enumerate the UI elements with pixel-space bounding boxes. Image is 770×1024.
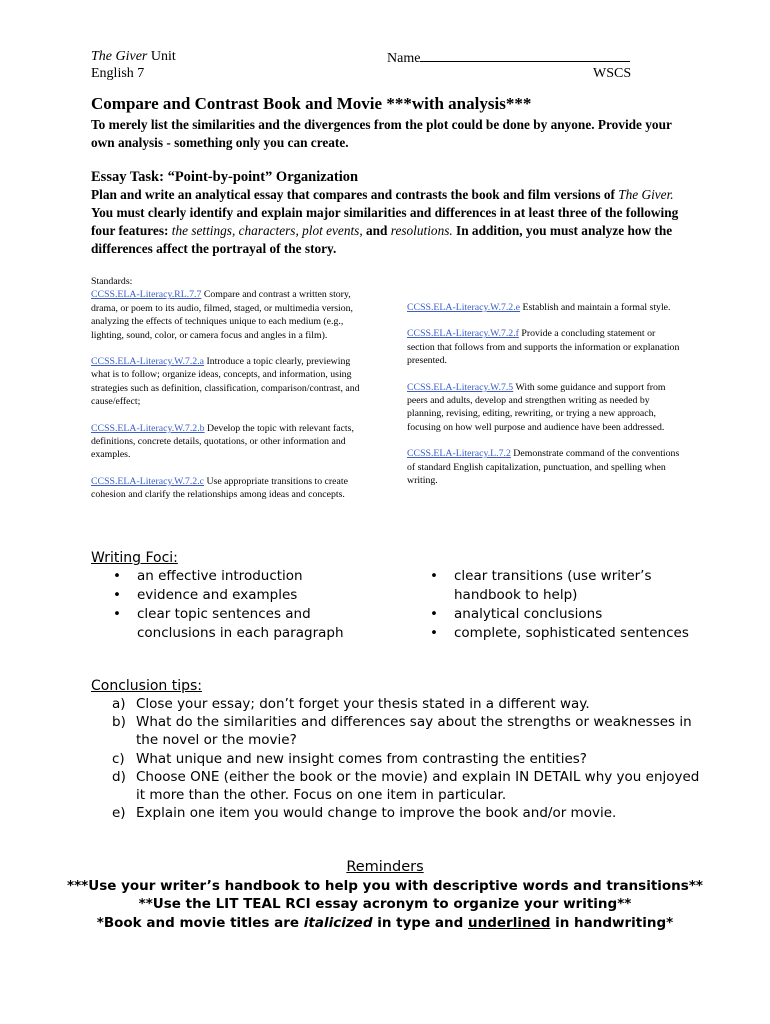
conclusion-tips-list <box>91 695 701 822</box>
task-text-2: You must clearly identify and explain major similarities and differences in at least three of the following four features: <box>91 205 679 238</box>
standards-left-column <box>91 275 366 502</box>
essay-task-heading: Essay Task: “Point-by-point” Organization <box>91 169 359 185</box>
standard-item: CCSS.ELA-Literacy.W.7.2.c Use appropriate transitions to create cohesion and clarify the relationships among ideas and concepts. <box>91 475 348 501</box>
standard-link[interactable]: CCSS.ELA-Literacy.W.7.2.b <box>91 422 205 434</box>
reminder-line: ***Use your writer’s handbook to help you with descriptive words and transitions** <box>67 877 703 894</box>
reminder-line: **Use the LIT TEAL RCI essay acronym to organize your writing** <box>138 896 632 912</box>
bullet-icon: • <box>113 606 121 622</box>
foci-right-list <box>408 567 708 643</box>
bullet-icon: • <box>430 625 438 641</box>
foci-left-list <box>91 567 391 643</box>
standard-link[interactable]: CCSS.ELA-Literacy.RL.7.7 <box>91 289 202 301</box>
standard-link[interactable]: CCSS.ELA-Literacy.W.7.5 <box>407 381 514 393</box>
list-item: • clear transitions (use writer’s handbook to help) <box>430 568 652 603</box>
standard-item: CCSS.ELA-Literacy.W.7.2.e Establish and maintain a formal style. <box>407 302 671 313</box>
standard-item: CCSS.ELA-Literacy.W.7.2.f Provide a concluding statement or section that follows from and supports the information or explanation presented. <box>407 328 680 367</box>
task-features: the settings, characters, plot events, <box>171 223 363 238</box>
school-label: WSCS <box>593 66 632 81</box>
bullet-icon: • <box>430 606 438 622</box>
standard-link[interactable]: CCSS.ELA-Literacy.W.7.2.e <box>407 302 521 313</box>
bullet-icon: • <box>113 587 121 603</box>
list-item: • evidence and examples <box>113 587 298 603</box>
list-item: d) Choose ONE (either the book or the movie) and explain IN DETAIL why you enjoyed it more than the other. Focus on one item in particular. <box>112 768 700 804</box>
name-blank-line <box>420 48 630 62</box>
intro-paragraph: To merely list the similarities and the divergences from the plot could be done by anyone. Provide your own analysis - something only you can create. <box>91 117 672 150</box>
standard-item: CCSS.ELA-Literacy.RL.7.7 Compare and contrast a written story, drama, or poem to its audio, filmed, staged, or multimedia version, analyzing the effects of techniques unique to each medium (e.g., lighting, sound, color, or camera focus and angles in a film). <box>91 289 354 341</box>
task-and: and <box>362 223 391 238</box>
reminders-heading: Reminders <box>346 859 424 875</box>
writing-foci-heading: Writing Foci: <box>91 550 178 566</box>
standard-item: CCSS.ELA-Literacy.W.7.2.b Develop the topic with relevant facts, definitions, concrete details, quotations, or other information and examples. <box>91 422 354 461</box>
task-text-1: Plan and write an analytical essay that compares and contrasts the book and film versions of <box>91 187 619 202</box>
standard-item: CCSS.ELA-Literacy.W.7.2.a Introduce a topic clearly, previewing what is to follow; organize ideas, concepts, and information, using strategies such as definition, classification, comparison/contrast, and cause/effect; <box>91 356 360 408</box>
reminders-section <box>60 858 710 932</box>
standards-label: Standards: <box>91 276 133 287</box>
list-item: e) Explain one item you would change to improve the book and/or movie. <box>112 805 617 822</box>
standard-link[interactable]: CCSS.ELA-Literacy.W.7.2.f <box>407 328 519 340</box>
list-item: a) Close your essay; don’t forget your thesis stated in a different way. <box>112 696 590 712</box>
unit-title: The Giver <box>91 49 148 64</box>
conclusion-tips-heading: Conclusion tips: <box>91 678 203 694</box>
standards-right-column <box>407 301 685 487</box>
list-item: • complete, sophisticated sentences <box>430 625 689 641</box>
list-item: • clear topic sentences and conclusions in each paragraph <box>113 606 344 641</box>
task-text-3: In addition, you must analyze how the differences affect the portrayal of the story. <box>91 223 673 256</box>
list-item: c) What unique and new insight comes from contrasting the entities? <box>112 750 587 767</box>
name-label: Name <box>387 51 421 66</box>
standard-link[interactable]: CCSS.ELA-Literacy.L.7.2 <box>407 448 511 460</box>
standard-link[interactable]: CCSS.ELA-Literacy.W.7.2.c <box>91 475 205 487</box>
list-item: • an effective introduction <box>113 568 303 584</box>
page-title: Compare and Contrast Book and Movie ***with analysis*** <box>91 94 532 113</box>
standard-link[interactable]: CCSS.ELA-Literacy.W.7.2.a <box>91 356 205 368</box>
essay-task-body <box>91 186 691 258</box>
bullet-icon: • <box>113 568 121 584</box>
reminder-line: *Book and movie titles are italicized in type and underlined in handwriting* <box>96 914 674 931</box>
bullet-icon: • <box>430 568 438 584</box>
book-title: The Giver. <box>618 187 674 202</box>
standard-item: CCSS.ELA-Literacy.W.7.5 With some guidance and support from peers and adults, develop and strengthen writing as needed by planning, revising, editing, rewriting, or trying a new approach, focusing on how well purpose and audience have been addressed. <box>407 381 666 433</box>
list-item: b) What do the similarities and differences say about the strengths or weaknesses in the novel or the movie? <box>112 714 692 749</box>
header-unit-info <box>91 48 176 82</box>
task-feature-last: resolutions. <box>390 223 453 238</box>
course-label: English 7 <box>91 66 145 81</box>
list-item: • analytical conclusions <box>430 606 603 622</box>
unit-suffix: Unit <box>147 49 176 64</box>
standard-item: CCSS.ELA-Literacy.L.7.2 Demonstrate command of the conventions of standard English capitalization, punctuation, and spelling when writing. <box>407 448 680 487</box>
